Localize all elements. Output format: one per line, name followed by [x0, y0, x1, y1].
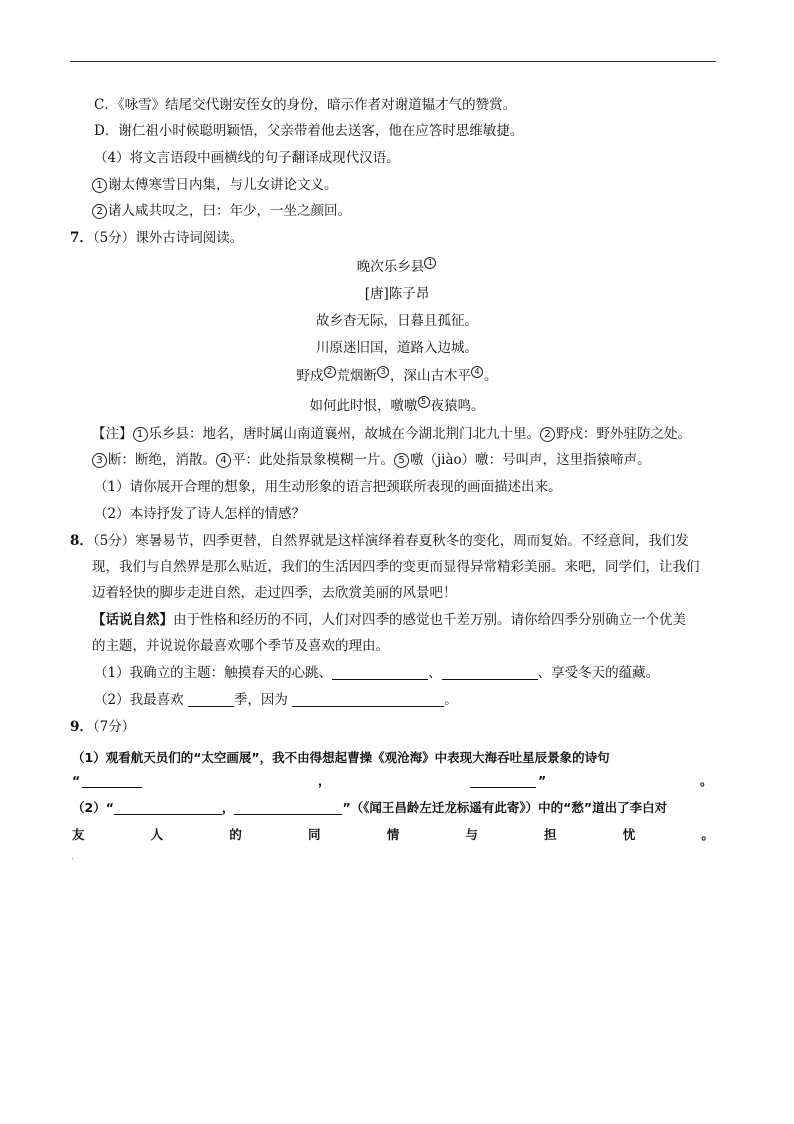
answer-blank[interactable]	[188, 692, 234, 707]
char: 的	[229, 827, 242, 842]
prompt-text: 季，因为	[233, 692, 288, 708]
period: 。	[700, 773, 713, 788]
char: 人	[150, 827, 164, 842]
paragraph-text: 由于性格和经历的不同，人们对四季的感觉也千差万别。请你给四季分别确立一个优美	[173, 612, 686, 628]
prompt-text: （1）我确立的主题：触摸春天的心跳、	[94, 665, 333, 681]
char: 与	[465, 827, 478, 842]
note-text: 噭（jiào）噭：号叫声，这里指猿啼声。	[410, 452, 651, 468]
note-label: 【注】	[92, 426, 133, 442]
circled-number: 2	[540, 427, 555, 442]
stray-dot	[72, 858, 73, 859]
answer-blank[interactable]	[442, 665, 538, 680]
poem-line-4	[0, 396, 794, 415]
q7-sub1: （1）请你展开合理的想象，用生动形象的语言把颈联所表现的画面描述出来。	[94, 479, 562, 495]
circled-number: 1	[133, 427, 148, 442]
poem-title-text: 晚次乐乡县	[356, 259, 425, 275]
poem-text: 如何此时恨，噭噭	[309, 398, 418, 414]
prompt-text: 、享受冬天的蕴藏。	[537, 665, 660, 681]
circled-number: 1	[92, 178, 107, 193]
section-label: 【话说自然】	[92, 612, 173, 628]
circled-number: 3	[92, 453, 107, 468]
header-rule	[70, 61, 716, 62]
note-text: 平：此处指景象模糊一片。	[232, 452, 394, 468]
circled-number: 3	[377, 366, 389, 378]
q6-option-c: C．《咏雪》结尾交代谢安侄女的身份，暗示作者对谢道韫才气的赞赏。	[94, 97, 517, 113]
poem-line-1: 故乡杳无际，日暮且孤征。	[316, 313, 478, 329]
q7-header	[70, 229, 243, 247]
circled-number: 4	[216, 453, 231, 468]
answer-blank[interactable]	[114, 800, 222, 815]
answer-blank[interactable]	[292, 692, 444, 707]
q9-sub1: （1）观看航天员们的“太空画展”，我不由得想起曹操《观沧海》中表现大海吞吐星辰景象的诗句	[72, 750, 610, 765]
q8-paragraph-line-4	[92, 611, 686, 629]
poem-title	[0, 257, 794, 276]
question-score: （7分）	[92, 719, 136, 735]
circled-number: 2	[324, 366, 336, 378]
note-text: 野戍：野外驻防之处。	[556, 426, 691, 442]
q6-option-d: D．谢仁祖小时候聪明颖悟，父亲带着他去送客，他在应答时思维敏捷。	[94, 123, 524, 139]
q9-sub2	[72, 799, 667, 817]
char: 。	[701, 827, 714, 842]
poem-text: 。	[484, 368, 498, 384]
sentence-text: 诸人咸共叹之，曰：年少，一坐之颜回。	[108, 203, 351, 219]
prompt-text: （2）“	[72, 800, 114, 815]
poem-text: 野戍	[296, 368, 324, 384]
q8-paragraph-line-2: 现，我们与自然界是那么贴近，我们的生活因四季的变更而显得异常精彩美丽。来吧，同学们，让我们	[92, 559, 700, 575]
circled-number: 5	[394, 453, 409, 468]
sentence-text: 谢太傅寒雪日内集，与儿女讲论文义。	[108, 177, 338, 193]
poem-text: 荒烟断	[336, 368, 377, 384]
poem-line-2: 川原迷旧国，道路入边城。	[316, 340, 478, 356]
q8-paragraph-line-1	[70, 532, 689, 550]
answer-blank[interactable]	[82, 773, 142, 788]
quote-close: ”	[538, 773, 547, 788]
poem-text: 夜猿鸣。	[430, 398, 485, 414]
poem-author: [唐]陈子昂	[364, 286, 430, 302]
answer-blank[interactable]	[234, 800, 342, 815]
prompt-text: （2）我最喜欢	[94, 692, 184, 708]
q7-sub2: （2）本诗抒发了诗人怎样的情感？	[94, 506, 306, 522]
char: 忧	[622, 827, 636, 842]
comma: ，	[318, 773, 331, 788]
char: 担	[544, 827, 557, 842]
paragraph-text: （5分）寒暑易节，四季更替，自然界就是这样演绎着春夏秋冬的变化，周而复始。不经意间，我们发	[92, 533, 689, 549]
poem-notes-line-2	[92, 451, 651, 469]
q6-sentence-1	[92, 176, 338, 194]
prompt-text: 、	[428, 665, 442, 681]
q9-header	[70, 718, 135, 736]
question-number: 7．	[70, 230, 93, 246]
q6-sub4-prompt: （4）将文言语段中画横线的句子翻译成现代汉语。	[94, 150, 400, 166]
question-number: 9．	[70, 719, 93, 735]
char: 友	[72, 827, 85, 842]
prompt-text: ”（《闻王昌龄左迁龙标遥有此寄》）中的“愁”道出了李白对	[342, 800, 668, 815]
q8-paragraph-line-3: 迈着轻快的脚步走进自然，走过四季，去欣赏美丽的风景吧！	[92, 585, 457, 601]
circled-number: 5	[418, 396, 430, 408]
prompt-text: ，	[221, 800, 235, 815]
note-text: 断：断绝，消散。	[108, 452, 216, 468]
question-number: 8．	[70, 533, 93, 549]
poem-text: ，深山古木平	[390, 368, 471, 384]
q8-sub1	[94, 664, 659, 682]
char: 同	[308, 827, 321, 842]
circled-number: 4	[471, 366, 483, 378]
prompt-text: 。	[444, 692, 458, 708]
circled-number: 1	[424, 257, 436, 269]
question-score: （5分）课外古诗词阅读。	[92, 230, 244, 246]
answer-blank[interactable]	[470, 773, 536, 788]
char: 情	[386, 827, 400, 842]
quote-open: “	[72, 773, 81, 788]
q9-sub1-answer-line	[72, 772, 712, 790]
q6-sentence-2	[92, 202, 351, 220]
answer-blank[interactable]	[332, 665, 428, 680]
q9-sub2-continuation	[72, 826, 714, 844]
poem-notes-line-1	[92, 425, 691, 443]
poem-line-3	[0, 366, 794, 385]
q8-sub2	[94, 691, 458, 709]
q8-paragraph-line-5: 的主题，并说说你最喜欢哪个季节及喜欢的理由。	[92, 638, 389, 654]
circled-number: 2	[92, 204, 107, 219]
note-text: 乐乡县：地名，唐时属山南道襄州，故城在今湖北荆门北九十里。	[148, 426, 540, 442]
